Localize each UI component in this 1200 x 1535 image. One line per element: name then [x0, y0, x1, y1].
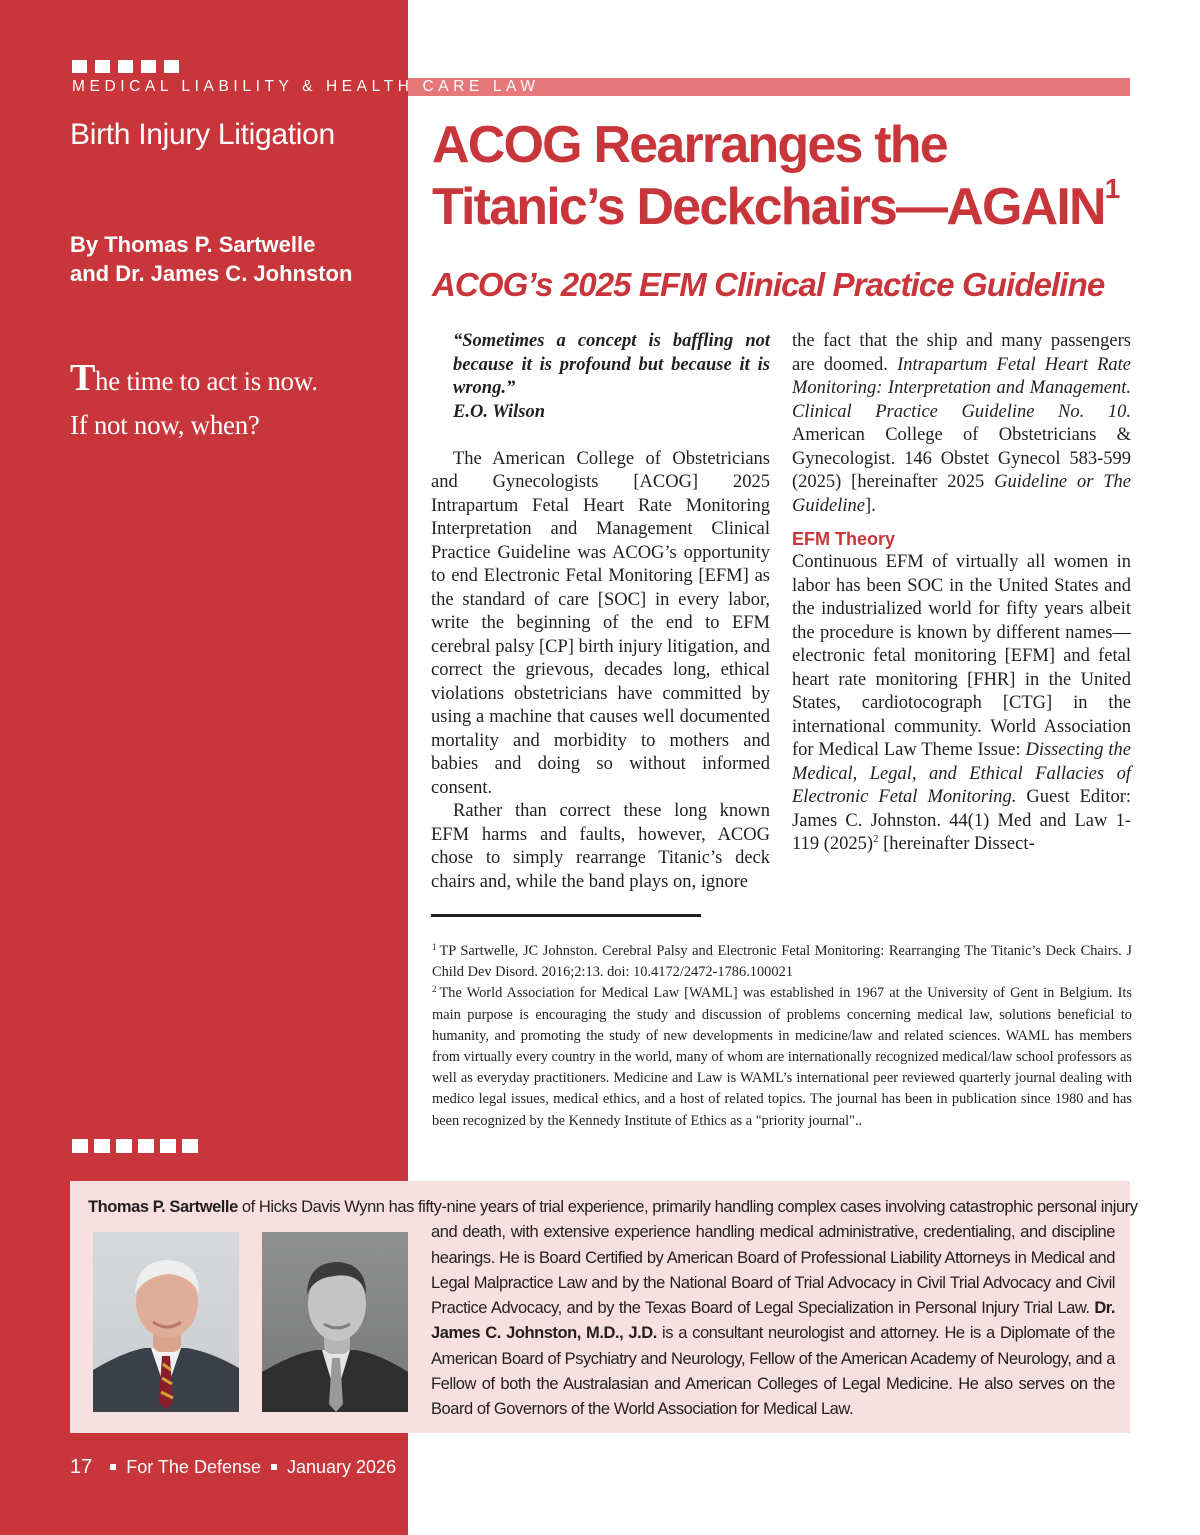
section-band: [70, 78, 1130, 96]
body-paragraph-4: Continuous EFM of virtually all women in labor has been SOC in the United States and the industrialized world for fifty years albeit the procedure is known by different names—electronic fetal monitoring [EFM] and fetal heart rate monitoring [FHR] in the United States, cardiotocograph [CTG] in the international community. World Association for Medical Law Theme Issue: Dissecting the Medical, Legal, and Ethical Fallacies of Electronic Fetal Monitoring. Guest Editor: James C. Johnston. 44(1) Med and Law 1-119 $(2025)^2$ [hereinafter Dissect-: [792, 552, 1131, 854]
pull-quote: [70, 356, 318, 447]
footnote-2: $^2$ The World Association for Medical Law [WAML] was established in 1967 at the University of Gent in Belgium. Its main purpose is encouraging the study and discussion of problems concerning medical law, solutions beneficial to humanity, and promoting the study of new developments in medicine/law and related sciences. WAML has members from virtually every country in the world, many of whom are internationally recognized medical/law school professors as well as everyday practitioners. Medicine and Law is WAML’s international peer reviewed quarterly journal dealing with medico legal issues, medical ethics, and a host of related topics. The journal has been in publication since 1980 and has been recognized by the Kennedy Institute of Ethics as a "priority journal"..: [432, 984, 1132, 1129]
body-paragraph-2: Rather than correct these long known EFM harms and faults, however, ACOG chose to simply rearrange Titanic’s deck chairs and, while the band plays on, ignore: [431, 801, 770, 892]
body-column-left: [431, 330, 770, 894]
footer-separator: [271, 1464, 277, 1470]
body-paragraph-1: The American College of Obstetricians and Gynecologists [ACOG] 2025 Intrapartum Fetal Heart Rate Monitoring Interpretation and Management Clinical Practice Guideline was ACOG’s opportunity to end Electronic Fetal Monitoring [EFM] as the standard of care [SOC] in every labor, write the beginning of the end to EFM cerebral palsy [CP] birth injury litigation, and correct the grievous, decades long, ethical violations obstetricians have committed by using a machine that causes well documented mortality and morbidity to mothers and babies and doing so without informed consent.: [431, 448, 770, 798]
page-footer: [70, 1456, 396, 1479]
author-bio-text: [88, 1195, 1138, 1423]
byline-line-1: By Thomas P. Sartwelle: [70, 232, 316, 257]
body-column-right: [792, 330, 1131, 857]
article-kicker: Birth Injury Litigation: [70, 118, 335, 151]
decorative-squares-top: [72, 60, 179, 73]
article-subtitle: ACOG’s 2025 EFM Clinical Practice Guideline: [432, 266, 1105, 303]
issue-date: January 2026: [287, 1457, 397, 1477]
publication-name: For The Defense: [126, 1457, 261, 1477]
bio-name-johnston: Dr. James C. Johnston, M.D., J.D.: [431, 1299, 1115, 1343]
bio-first-line: Thomas P. Sartwelle of Hicks Davis Wynn has fifty-nine years of trial experience, primarily handling complex cases involving catastrophic personal injury: [88, 1198, 1138, 1216]
title-line-1: ACOG Rearranges the: [432, 116, 947, 174]
epigraph-quote: “Sometimes a concept is baffling not because it is profound but because it is wrong.”: [453, 331, 770, 398]
footnotes: [432, 941, 1132, 1132]
footer-separator: [110, 1464, 116, 1470]
page-number: 17: [70, 1456, 93, 1478]
decorative-squares-bottom: [72, 1139, 198, 1153]
pull-quote-line-1: he time to act is now.: [95, 366, 318, 396]
pull-quote-line-2: If not now, when?: [70, 410, 260, 440]
title-footnote-mark[interactable]: 1: [1104, 173, 1121, 204]
section-heading-efm-theory: EFM Theory: [792, 529, 896, 549]
epigraph-author: E.O. Wilson: [453, 401, 546, 422]
byline-line-2: and Dr. James C. Johnston: [70, 261, 353, 286]
byline: [70, 230, 352, 288]
footnote-1: $^1$ TP Sartwelle, JC Johnston. Cerebral Palsy and Electronic Fetal Monitoring: Rearranging The Titanic’s Deck Chairs. J Child Dev Disord. 2016;2:13. doi: 10.4172/2472-1786.100021: [432, 942, 1132, 981]
bio-name-sartwelle: Thomas P. Sartwelle: [88, 1198, 238, 1216]
title-line-2: Titanic’s Deckchairs—AGAIN: [432, 178, 1105, 236]
article-title: [432, 114, 1172, 238]
section-label: MEDICAL LIABILITY & HEALTH CARE LAW: [72, 78, 540, 95]
footnote-divider: [431, 914, 701, 917]
footnote-2-reference[interactable]: 2: [873, 833, 879, 845]
bio-body: and death, with extensive experience handling medical administrative, credentialing, and discipline hearings. He is Board Certified by American Board of Professional Liability Attorneys in Medical and Legal Malpractice Law and by the National Board of Trial Advocacy in Civil Trial Advocacy and Civil Practice Advocacy, and by the Texas Board of Legal Specialization in Personal Injury Trial Law. Dr. James C. Johnston, M.D., J.D. is a consultant neurologist and attorney. He is a Diplomate of the American Board of Psychiatry and Neurology, Fellow of the American Academy of Neurology, and a Fellow of both the Australasian and American Colleges of Legal Medicine. He also serves on the Board of Governors of the World Association for Medical Law.: [431, 1223, 1115, 1419]
pull-quote-dropcap: T: [70, 357, 96, 399]
body-paragraph-3: the fact that the ship and many passengers are doomed. Intrapartum Fetal Heart Rate Monitoring: Interpretation and Management. Clinical Practice Guideline No. 10. American College of Obstetricians & Gynecologist. 146 Obstet Gynecol 583-599 (2025) [hereinafter 2025 Guideline or The Guideline].: [792, 331, 1131, 516]
